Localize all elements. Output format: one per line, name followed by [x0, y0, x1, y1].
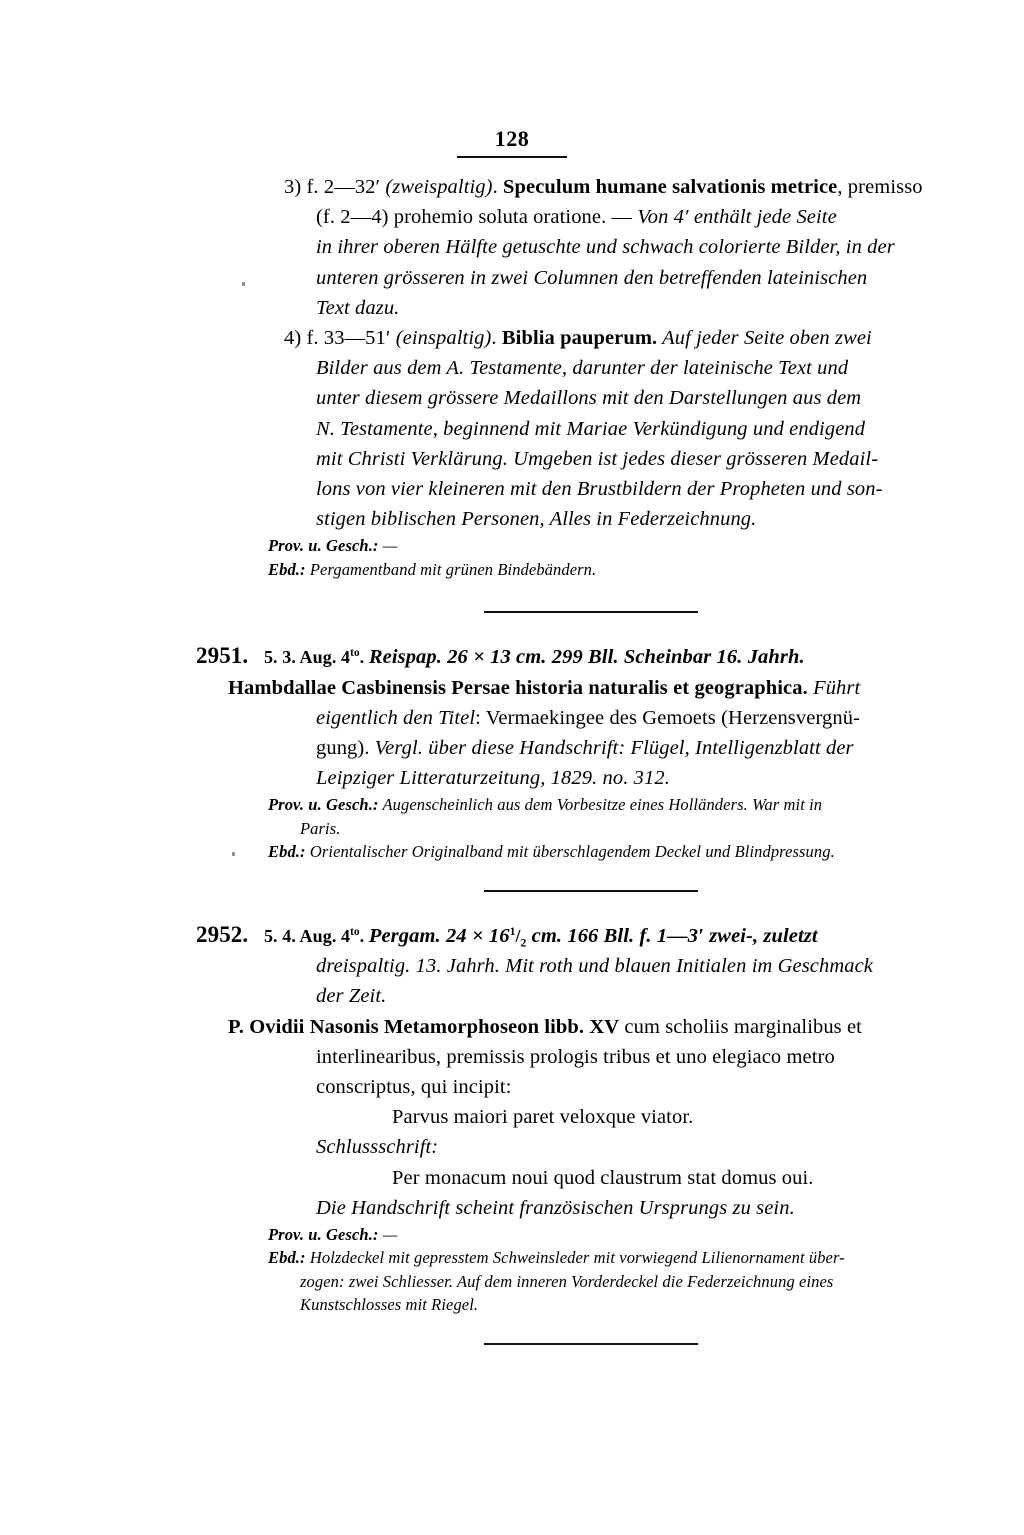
text-run: unter diesem grössere Medaillons mit den Darstellungen aus dem — [316, 387, 862, 410]
section-divider — [196, 1317, 986, 1345]
apparatus-text: Augenscheinlich aus dem Vorbesitze eines Holländers. War mit in — [378, 795, 823, 815]
text-line — [196, 1163, 986, 1193]
catalogue-entry — [196, 641, 986, 864]
apparatus-line — [196, 1246, 986, 1270]
collation-statement — [263, 924, 818, 950]
text-line — [196, 414, 986, 444]
text-line — [196, 293, 986, 323]
text-run: 5. 4. Aug. 4 — [263, 925, 351, 946]
catalogue-entry — [196, 172, 986, 581]
text-line — [196, 263, 986, 293]
text-run: Reispap. 26 × 13 cm. 299 Bll. Scheinbar 16. Jahrh. — [368, 646, 805, 669]
superscript-text: to — [350, 925, 360, 938]
text-run: der Zeit. — [316, 985, 387, 1008]
text-run: Schlussschrift: — [316, 1136, 439, 1159]
apparatus-label: Prov. u. Gesch.: — [268, 536, 379, 556]
text-run: gung). — [316, 737, 375, 760]
apparatus-line — [196, 840, 986, 864]
catalogue-entry — [196, 920, 986, 1317]
text-run: . — [359, 925, 369, 946]
apparatus-text: Orientalischer Originalband mit überschlagendem Deckel und Blindpressung. — [305, 842, 835, 862]
text-run: interlinearibus, premissis prologis tribus et uno elegiaco metro — [316, 1045, 835, 1068]
text-run: in ihrer oberen Hälfte getuschte und schwach colorierte Bilder, in der — [316, 236, 895, 259]
text-line — [196, 951, 986, 981]
text-run: . — [492, 176, 504, 198]
page-number-rule — [457, 156, 567, 158]
text-run: Vergl. über diese Handschrift: Flügel, Intelligenzblatt der — [374, 737, 854, 760]
text-run: : Vermaekingee des Gemoets (Herzensvergnü- — [475, 706, 860, 729]
text-line — [196, 172, 986, 202]
page-header — [0, 128, 1024, 158]
text-run: cm. 166 Bll. f. 1—3′ zwei-, zuletzt — [526, 924, 818, 947]
text-line — [196, 232, 986, 262]
text-line — [196, 1042, 986, 1072]
text-line — [196, 1193, 986, 1223]
text-run: Pergam. 24 × 16 — [368, 924, 510, 947]
apparatus-line — [196, 1223, 986, 1247]
provenance-apparatus — [196, 534, 986, 581]
text-run: Von 4′ enthält jede Seite — [637, 206, 837, 229]
text-line — [196, 981, 986, 1011]
divider-rule — [484, 611, 698, 613]
apparatus-line — [196, 817, 986, 841]
text-run: Per monacum noui quod claustrum stat domus oui. — [392, 1166, 814, 1189]
apparatus-line — [196, 558, 986, 582]
text-run: 3) f. 2—32′ — [284, 176, 386, 198]
text-line — [196, 1102, 986, 1132]
divider-rule — [484, 1343, 698, 1345]
provenance-apparatus — [196, 793, 986, 864]
section-divider — [196, 581, 986, 641]
text-run: Die Handschrift scheint französischen Ursprungs zu sein. — [316, 1196, 795, 1219]
apparatus-text: Paris. — [300, 818, 341, 838]
text-run: Speculum humane salvationis metrice — [503, 176, 838, 198]
text-run: Hambdallae Casbinensis Persae historia naturalis et geographica. — [228, 676, 808, 699]
text-run: lons von vier kleineren mit den Brustbildern der Propheten und son- — [316, 478, 883, 501]
text-run: cum scholiis marginalibus et — [619, 1015, 862, 1038]
text-line — [196, 703, 986, 733]
text-run: stigen biblischen Personen, Alles in Federzeichnung. — [316, 508, 757, 531]
apparatus-label: Ebd.: — [268, 842, 306, 862]
text-run: unteren grösseren in zwei Columnen den betreffenden lateinischen — [316, 266, 868, 289]
text-line — [196, 353, 986, 383]
page-number: 128 — [494, 126, 530, 151]
collation-statement — [264, 647, 805, 667]
apparatus-text: — — [378, 1224, 398, 1244]
fraction: $^1/_2$ — [509, 925, 527, 950]
text-run: Bilder aus dem A. Testamente, darunter der lateinische Text und — [316, 357, 849, 380]
text-run: . — [491, 327, 502, 350]
apparatus-text: — — [378, 536, 398, 556]
text-line — [196, 383, 986, 413]
text-line — [196, 474, 986, 504]
text-run: (f. 2—4) prohemio soluta oratione. — — [316, 206, 638, 229]
apparatus-line — [196, 534, 986, 558]
text-run: conscriptus, qui incipit: — [316, 1075, 512, 1098]
text-line — [196, 733, 986, 763]
text-line — [196, 673, 986, 703]
apparatus-label: Ebd.: — [268, 1248, 306, 1268]
apparatus-line — [196, 1293, 986, 1317]
text-run: Leipziger Litteraturzeitung, 1829. no. 312. — [316, 767, 670, 790]
text-run: N. Testamente, beginnend mit Mariae Verkündigung und endigend — [316, 417, 866, 440]
apparatus-label: Prov. u. Gesch.: — [268, 795, 379, 815]
text-run: eigentlich den Titel — [316, 706, 476, 729]
entry-heading — [196, 641, 986, 672]
apparatus-text: Kunstschlosses mit Riegel. — [300, 1295, 479, 1315]
catalogue-number: 2952. — [196, 921, 249, 947]
text-line — [196, 1072, 986, 1102]
provenance-apparatus — [196, 1223, 986, 1317]
text-run: mit Christi Verklärung. Umgeben ist jedes dieser grösseren Medail- — [316, 447, 879, 470]
text-run: , premisso — [837, 176, 923, 198]
catalogue-number: 2951. — [196, 643, 249, 669]
text-run: Biblia pauperum. — [501, 327, 658, 350]
text-line — [196, 504, 986, 534]
text-run: Führt — [807, 676, 861, 699]
apparatus-text: Holzdeckel mit gepresstem Schweinsleder mit vorwiegend Lilienornament über- — [305, 1248, 845, 1268]
divider-rule — [484, 890, 698, 892]
text-run: (zweispaltig) — [385, 176, 493, 198]
text-run: Text dazu. — [316, 296, 400, 319]
text-run: 5. 3. Aug. 4 — [263, 647, 351, 668]
text-line — [196, 444, 986, 474]
text-run: 4) f. 33—51′ — [284, 327, 396, 350]
superscript-text: to — [350, 647, 360, 660]
apparatus-label: Ebd.: — [268, 559, 306, 579]
text-run: . — [359, 647, 369, 668]
apparatus-label: Prov. u. Gesch.: — [268, 1224, 379, 1244]
text-line — [196, 323, 986, 353]
text-run: dreispaltig. 13. Jahrh. Mit roth und blauen Initialen im Geschmack — [316, 955, 873, 978]
apparatus-text: Pergamentband mit grünen Bindebändern. — [305, 559, 597, 579]
text-run: (einspaltig) — [395, 327, 492, 350]
text-line — [196, 763, 986, 793]
text-run: P. Ovidii Nasonis Metamorphoseon libb. XV — [228, 1015, 620, 1038]
text-run: Parvus maiori paret veloxque viator. — [392, 1106, 694, 1129]
text-line — [196, 1132, 986, 1162]
apparatus-line — [196, 793, 986, 817]
text-column — [196, 172, 986, 1345]
apparatus-line — [196, 1270, 986, 1294]
text-line — [196, 202, 986, 232]
section-divider — [196, 864, 986, 920]
text-line — [196, 1012, 986, 1042]
text-run: Auf jeder Seite oben zwei — [657, 327, 872, 350]
entry-heading — [196, 920, 986, 951]
apparatus-text: zogen: zwei Schliesser. Auf dem inneren Vorderdeckel die Federzeichnung eines — [300, 1271, 834, 1291]
